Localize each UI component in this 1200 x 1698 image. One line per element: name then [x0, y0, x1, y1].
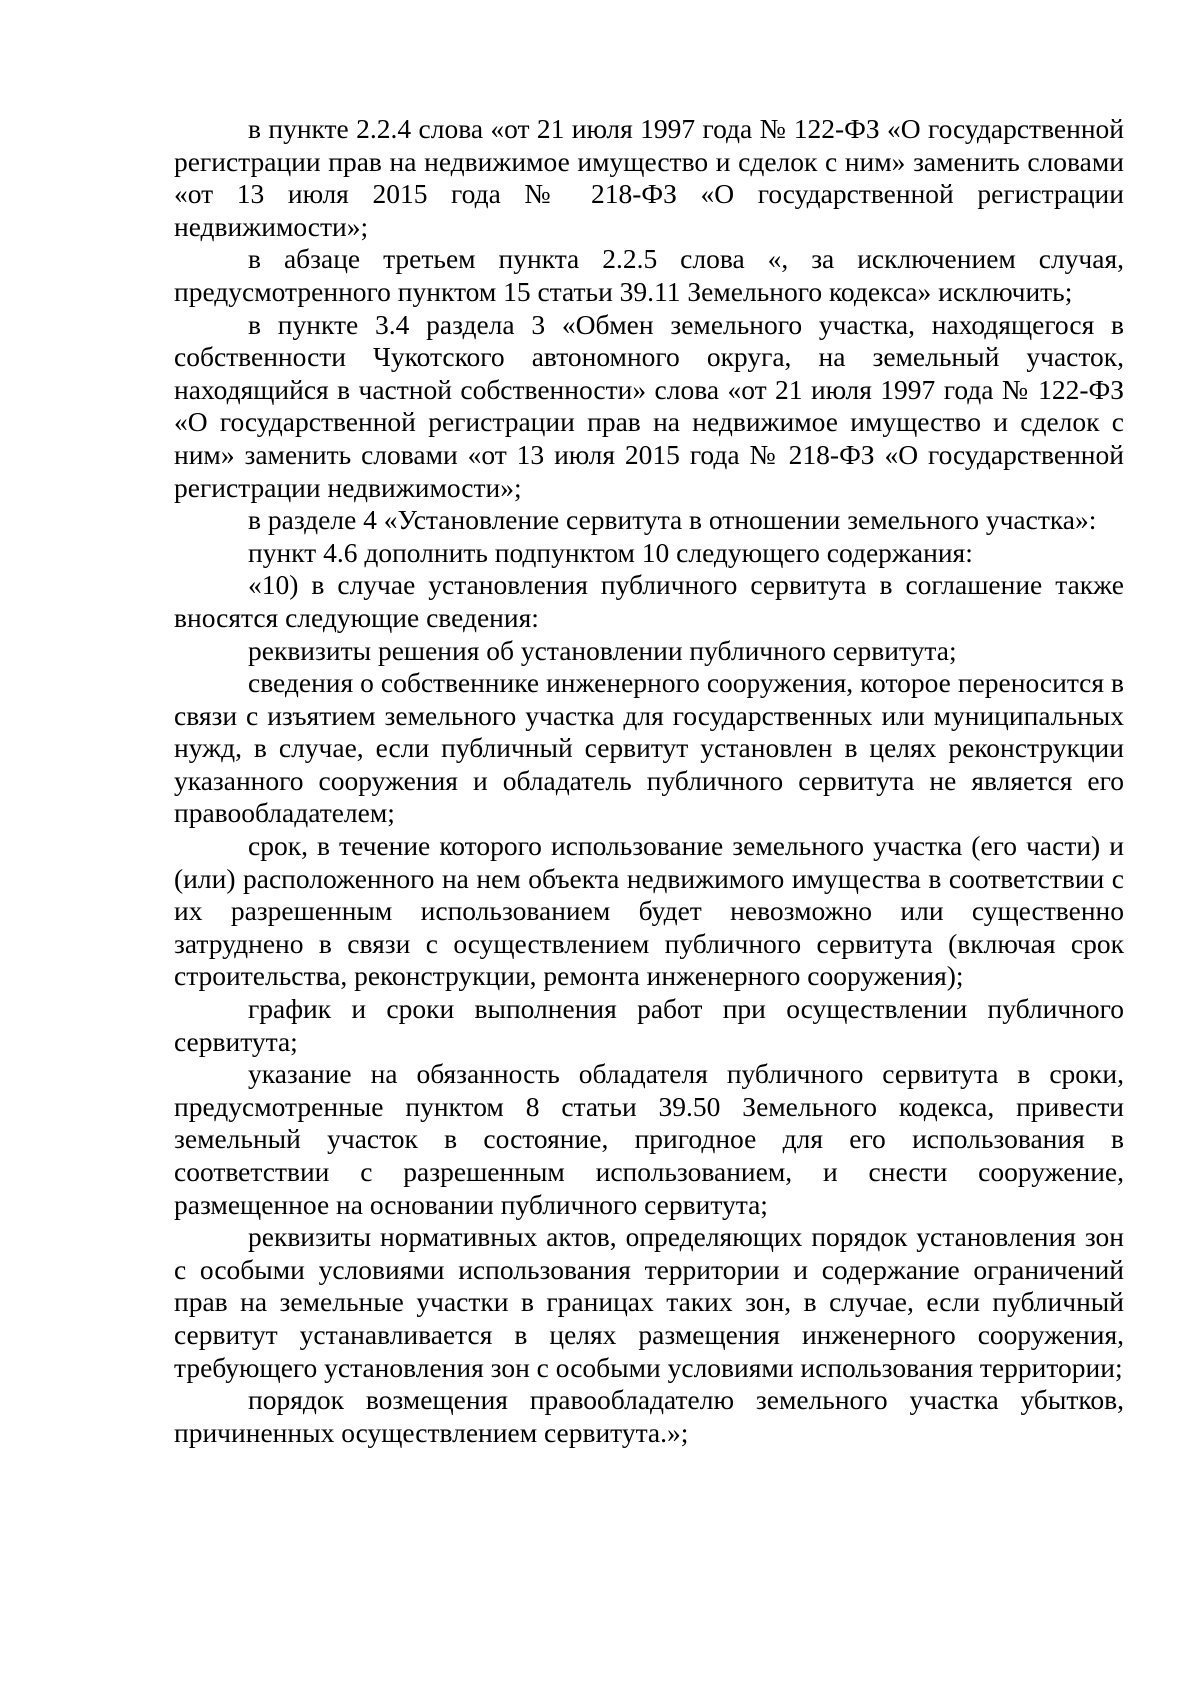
paragraph-section-4: в разделе 4 «Установление сервитута в отношении земельного участка»:: [248, 504, 1097, 536]
paragraph-item-compensation: порядок возмещения правообладателю земельного участка убытков, причиненных осуществлением сервитута.»;: [174, 1384, 1124, 1448]
paragraph-item-term: срок, в течение которого использование земельного участка (его части) и (или) расположенного на нем объекта недвижимого имущества в соответствии с их разрешенным использованием будет невозможно или существенно затруднено в связи с осуществлением публичного сервитута (включая срок строительства, реконструкции, ремонта инженерного сооружения);: [174, 830, 1124, 992]
paragraph-clause-2-2-5: в абзаце третьем пункта 2.2.5 слова «, за исключением случая, предусмотренного пунктом 15 статьи 39.11 Земельного кодекса» исключить;: [174, 243, 1124, 307]
paragraph-clause-4-6: пункт 4.6 дополнить подпунктом 10 следующего содержания:: [248, 536, 973, 568]
paragraph-item-owner-info: сведения о собственнике инженерного сооружения, которое переносится в связи с изъятием земельного участка для государственных или муниципальных нужд, в случае, если публичный сервитут установлен в целях реконструкции указанного сооружения и обладатель публичного сервитута не является его правообладателем;: [174, 667, 1124, 829]
paragraph-subclause-10: «10) в случае установления публичного сервитута в соглашение также вносятся следующие сведения:: [174, 569, 1124, 633]
paragraph-clause-2-2-4: в пункте 2.2.4 слова «от 21 июля 1997 года № 122-ФЗ «О государственной регистрации прав на недвижимое имущество и сделок с ним» заменить словами «от 13 июля 2015 года № 218-ФЗ «О государственной регистрации недвижимости»;: [174, 113, 1124, 242]
paragraph-item-normative-acts: реквизиты нормативных актов, определяющих порядок установления зон с особыми условиями использования территории и содержание ограничений прав на земельные участки в границах таких зон, в случае, если публичный сервитут устанавливается в целях размещения инженерного сооружения, требующего установления зон с особыми условиями использования территории;: [174, 1221, 1124, 1383]
paragraph-item-schedule: график и сроки выполнения работ при осуществлении публичного сервитута;: [174, 993, 1124, 1057]
paragraph-clause-3-4: в пункте 3.4 раздела 3 «Обмен земельного участка, находящегося в собственности Чукотского автономного округа, на земельный участок, находящийся в частной собственности» слова «от 21 июля 1997 года № 122-ФЗ «О государственной регистрации прав на недвижимое имущество и сделок с ним» заменить словами «от 13 июля 2015 года № 218-ФЗ «О государственной регистрации недвижимости»;: [174, 308, 1124, 503]
paragraph-item-obligation: указание на обязанность обладателя публичного сервитута в сроки, предусмотренные пунктом 8 статьи 39.50 Земельного кодекса, привести земельный участок в состояние, пригодное для его использования в соответствии с разрешенным использованием, и снести сооружение, размещенное на основании публичного сервитута;: [174, 1058, 1124, 1220]
paragraph-item-decision-details: реквизиты решения об установлении публичного сервитута;: [248, 634, 957, 666]
document-body: [174, 113, 1124, 1449]
